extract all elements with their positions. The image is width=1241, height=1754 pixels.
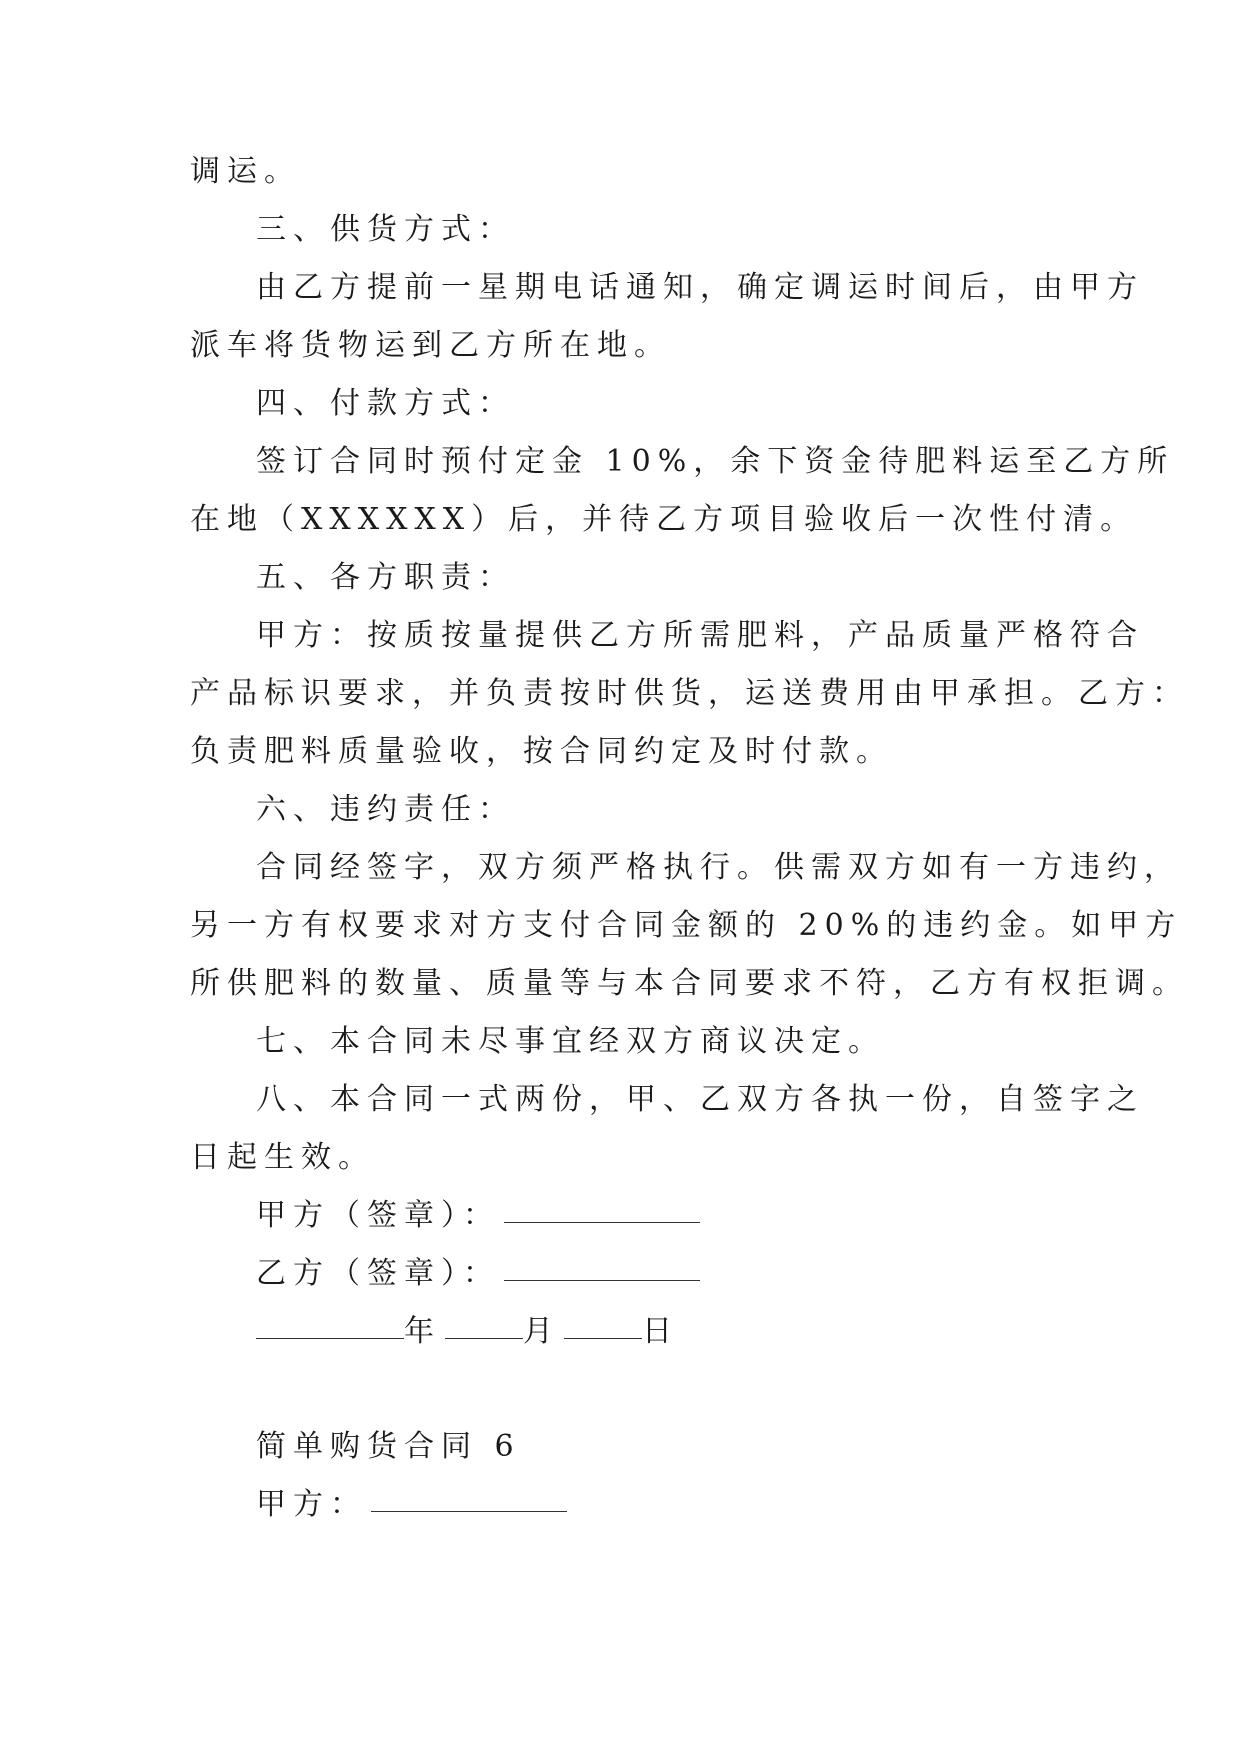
paragraph-line: 八、本合同一式两份，甲、乙双方各执一份，自签字之 [256,1082,1144,1117]
paragraph-line: 另一方有权要求对方支付合同金额的 20%的违约金。如甲方 [190,908,1183,943]
section-heading-liability: 六、违约责任： [256,792,515,827]
signature-date [256,1312,679,1352]
section-heading-duties: 五、各方职责： [256,560,515,595]
paragraph-line: 负责肥料质量验收，按合同约定及时付款。 [190,734,893,769]
paragraph-line: 产品标识要求，并负责按时供货，运送费用由甲承担。乙方： [190,676,1189,711]
signature-party-b [256,1254,700,1294]
section-heading-supply: 三、供货方式： [256,212,515,247]
next-contract-party-a-label: 甲方： [256,1487,367,1522]
signature-party-a-blank [504,1196,700,1223]
signature-party-b-blank [504,1254,700,1281]
paragraph-line: 日起生效。 [190,1140,375,1175]
date-year-label: 年 [404,1314,441,1349]
paragraph-line: 合同经签字，双方须严格执行。供需双方如有一方违约， [256,850,1181,885]
section-heading-payment: 四、付款方式： [256,386,515,421]
date-day-blank [564,1312,642,1339]
paragraph-line: 在地（XXXXXX）后，并待乙方项目验收后一次性付清。 [190,502,1138,537]
paragraph-line: 派车将货物运到乙方所在地。 [190,328,671,363]
paragraph-line: 签订合同时预付定金 10%，余下资金待肥料运至乙方所 [256,444,1175,479]
section-heading-misc: 七、本合同未尽事宜经双方商议决定。 [256,1024,885,1059]
date-year-blank [256,1312,404,1339]
signature-party-b-label: 乙方（签章）： [256,1256,500,1291]
paragraph-line: 所供肥料的数量、质量等与本合同要求不符，乙方有权拒调。 [190,966,1189,1001]
date-month-label: 月 [523,1314,560,1349]
next-contract-party-a-blank [371,1485,567,1512]
paragraph-line: 由乙方提前一星期电话通知，确定调运时间后，由甲方 [256,270,1144,305]
paragraph-line: 调运。 [190,154,301,189]
next-contract-title: 简单购货合同 6 [256,1429,521,1464]
next-contract-party-a [256,1485,567,1525]
paragraph-line: 甲方：按质按量提供乙方所需肥料，产品质量严格符合 [256,618,1144,653]
signature-party-a-label: 甲方（签章）： [256,1198,500,1233]
signature-party-a [256,1196,700,1236]
date-day-label: 日 [642,1314,679,1349]
date-month-blank [445,1312,523,1339]
